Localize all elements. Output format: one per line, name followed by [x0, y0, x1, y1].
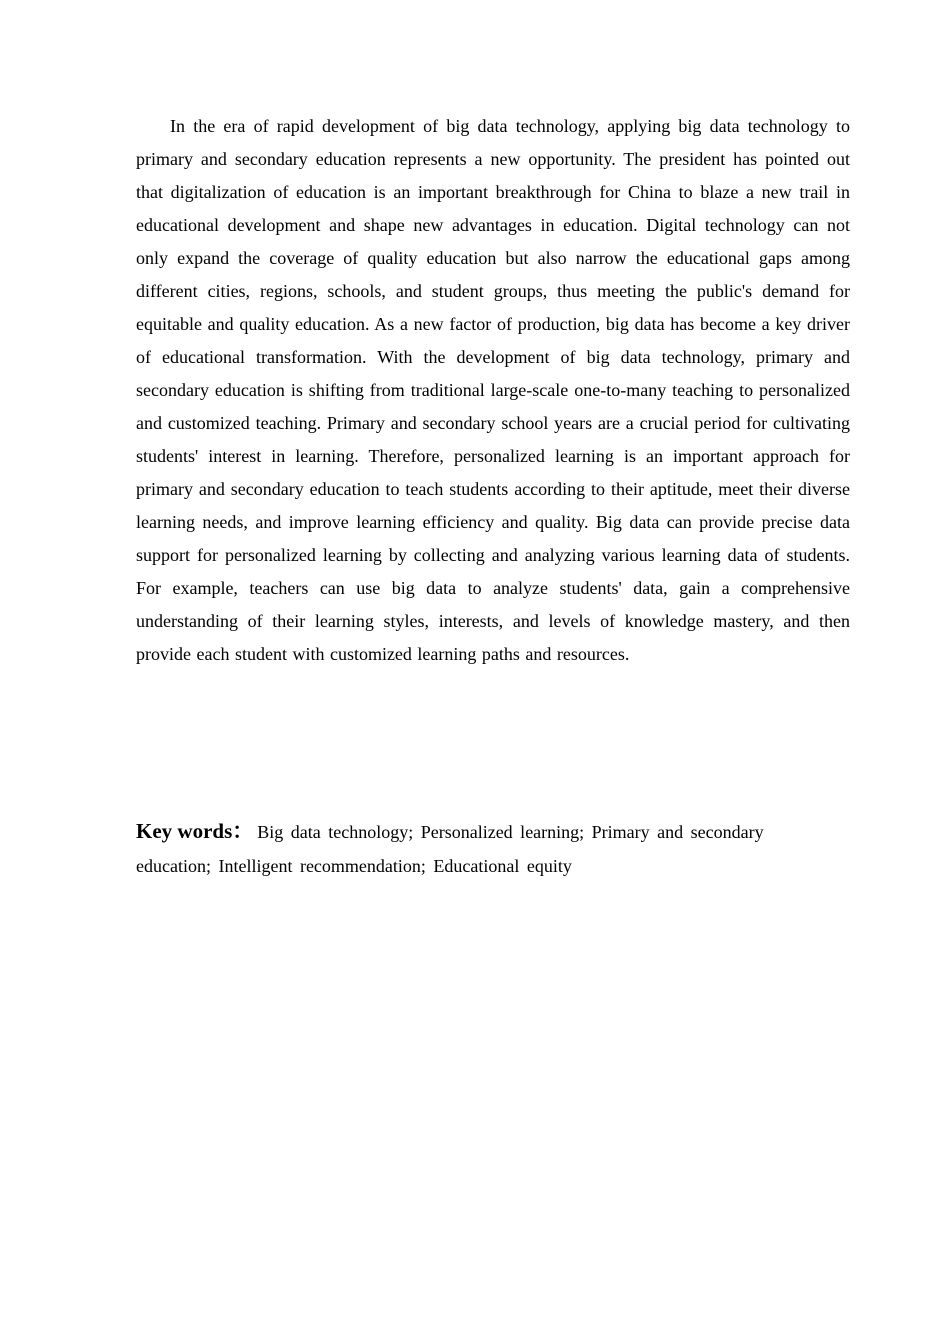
abstract-paragraph: In the era of rapid development of big data technology, applying big data technology to primary and secondary education represents a new opportunity. The president has pointed out that digitalization of education is an important breakthrough for China to blaze a new trail in educational development and shape new advantages in education. Digital technology can not only expand the coverage of quality education but also narrow the educational gaps among different cities, regions, schools, and student groups, thus meeting the public's demand for equitable and quality education. As a new factor of production, big data has become a key driver of educational transformation. With the development of big data technology, primary and secondary education is shifting from traditional large-scale one-to-many teaching to personalized and customized teaching. Primary and secondary school years are a crucial period for cultivating students' interest in learning. Therefore, personalized learning is an important approach for primary and secondary education to teach students according to their aptitude, meet their diverse learning needs, and improve learning efficiency and quality. Big data can provide precise data support for personalized learning by collecting and analyzing various learning data of students. For example, teachers can use big data to analyze students' data, gain a comprehensive understanding of their learning styles, interests, and levels of knowledge mastery, and then provide each student with customized learning paths and resources. — [136, 116, 850, 664]
keywords-label: Key words — [136, 819, 233, 843]
keywords-separator: ： — [232, 819, 254, 843]
keywords-text: Big data technology; Personalized learning; Primary and secondary education; Intelligent recommendation; Educational equity — [136, 822, 764, 876]
keywords-line — [136, 814, 826, 883]
